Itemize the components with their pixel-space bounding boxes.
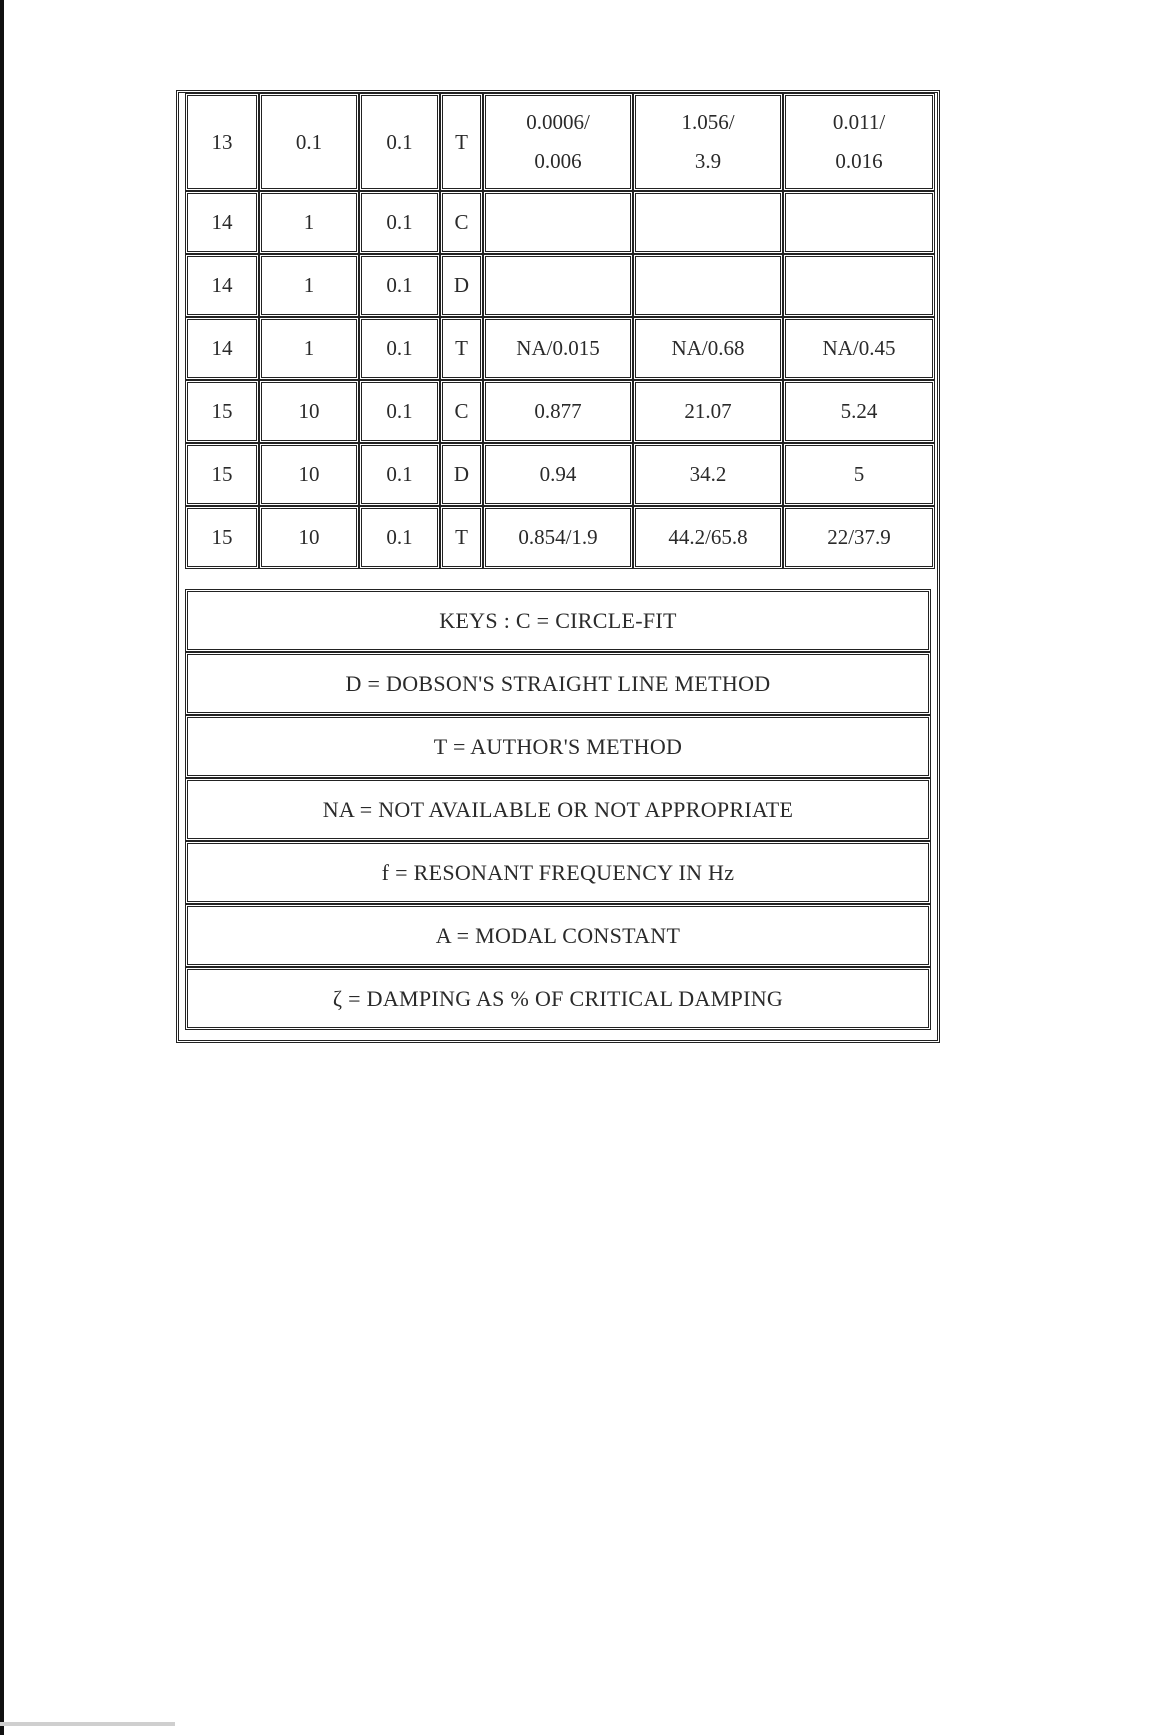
cell-text: C <box>454 210 469 235</box>
cell-text: C <box>454 399 469 424</box>
cell-damping <box>783 191 935 254</box>
cell-text: 0.94 <box>539 462 577 487</box>
cell-mode <box>185 317 259 380</box>
cell-text: 0.0006/ <box>526 110 590 135</box>
cell-text: 21.07 <box>684 399 732 424</box>
key-legend-text: D = DOBSON'S STRAIGHT LINE METHOD <box>345 670 771 696</box>
cell-mode <box>185 254 259 317</box>
cell-modal-constant <box>633 191 783 254</box>
table-row <box>185 443 931 506</box>
cell-text: 0.1 <box>386 273 413 298</box>
key-legend-text: ζ = DAMPING AS % OF CRITICAL DAMPING <box>332 985 784 1011</box>
cell-mode <box>185 443 259 506</box>
cell-text: 0.011/ <box>832 110 886 135</box>
cell-damping <box>783 443 935 506</box>
cell-text: 15 <box>211 399 233 424</box>
key-legend-text: NA = NOT AVAILABLE OR NOT APPROPRIATE <box>322 796 794 822</box>
cell-modal-constant <box>633 93 783 191</box>
key-legend-row <box>185 778 931 841</box>
key-legend-row <box>185 967 931 1030</box>
cell-text: 14 <box>211 336 233 361</box>
results-table <box>176 90 940 1043</box>
cell-text: 1 <box>303 273 315 298</box>
cell-text: 10 <box>298 525 320 550</box>
cell-text: 0.016 <box>835 149 883 173</box>
cell-text: 0.006 <box>534 149 582 173</box>
cell-text: 1 <box>303 210 315 235</box>
cell-text: 0.877 <box>534 399 582 424</box>
key-legend-row <box>185 715 931 778</box>
cell-freq <box>483 191 633 254</box>
cell-mode <box>185 506 259 569</box>
cell-freq <box>483 506 633 569</box>
cell-param-a <box>259 443 359 506</box>
table-row <box>185 191 931 254</box>
cell-text: 0.1 <box>386 525 413 550</box>
cell-param-b <box>359 254 440 317</box>
cell-text: 14 <box>211 273 233 298</box>
cell-method <box>440 506 483 569</box>
cell-modal-constant <box>633 254 783 317</box>
cell-text: 10 <box>298 399 320 424</box>
cell-text: 0.1 <box>295 129 323 154</box>
cell-param-b <box>359 506 440 569</box>
key-legend-text: A = MODAL CONSTANT <box>435 922 681 948</box>
cell-text: NA/0.45 <box>822 336 896 361</box>
cell-param-a <box>259 317 359 380</box>
key-legend-row <box>185 904 931 967</box>
cell-text: 3.9 <box>694 149 722 173</box>
cell-modal-constant <box>633 506 783 569</box>
cell-text: 1 <box>303 336 315 361</box>
cell-freq <box>483 254 633 317</box>
key-legend-row <box>185 841 931 904</box>
table-row <box>185 506 931 569</box>
cell-param-a <box>259 506 359 569</box>
table-row <box>185 254 931 317</box>
cell-param-b <box>359 380 440 443</box>
cell-text: 22/37.9 <box>827 525 891 550</box>
cell-freq <box>483 317 633 380</box>
cell-text: 13 <box>211 129 233 154</box>
cell-text: D <box>453 273 470 298</box>
cell-text: 5.24 <box>840 399 878 424</box>
cell-mode <box>185 380 259 443</box>
key-legend-text: f = RESONANT FREQUENCY IN Hz <box>381 859 735 885</box>
key-legend-row <box>185 589 931 652</box>
key-legend-text: T = AUTHOR'S METHOD <box>433 733 683 759</box>
cell-text: 14 <box>211 210 233 235</box>
cell-text: NA/0.015 <box>516 336 600 361</box>
cell-text: 0.1 <box>386 399 413 424</box>
cell-freq <box>483 380 633 443</box>
table-row <box>185 93 931 191</box>
cell-modal-constant <box>633 380 783 443</box>
cell-text: 10 <box>298 462 320 487</box>
cell-text: D <box>453 462 470 487</box>
cell-param-a <box>259 254 359 317</box>
cell-damping <box>783 506 935 569</box>
cell-method <box>440 380 483 443</box>
cell-method <box>440 317 483 380</box>
cell-freq <box>483 93 633 191</box>
cell-text: 34.2 <box>689 462 727 487</box>
cell-damping <box>783 254 935 317</box>
cell-text: 0.854/1.9 <box>518 525 598 550</box>
cell-text: 0.1 <box>386 129 413 154</box>
cell-text: 0.1 <box>386 210 413 235</box>
cell-damping <box>783 380 935 443</box>
key-legend-text: KEYS : C = CIRCLE-FIT <box>439 607 677 633</box>
cell-text: T <box>455 129 468 154</box>
cell-text: 0.1 <box>386 336 413 361</box>
cell-text: T <box>455 525 468 550</box>
cell-freq <box>483 443 633 506</box>
cell-param-b <box>359 93 440 191</box>
cell-text: 1.056/ <box>681 110 735 135</box>
cell-text: T <box>455 336 468 361</box>
cell-param-b <box>359 317 440 380</box>
cell-method <box>440 254 483 317</box>
table-row <box>185 380 931 443</box>
cell-param-a <box>259 191 359 254</box>
cell-param-b <box>359 443 440 506</box>
cell-modal-constant <box>633 317 783 380</box>
cell-text: 44.2/65.8 <box>668 525 748 550</box>
cell-damping <box>783 317 935 380</box>
cell-param-a <box>259 93 359 191</box>
page-bottom-smudge <box>0 1722 175 1726</box>
cell-text: 15 <box>211 462 233 487</box>
page-left-edge-rule <box>0 0 4 1735</box>
cell-text: 5 <box>853 462 865 487</box>
cell-mode <box>185 191 259 254</box>
cell-text: 15 <box>211 525 233 550</box>
cell-text: NA/0.68 <box>671 336 745 361</box>
cell-param-a <box>259 380 359 443</box>
cell-param-b <box>359 191 440 254</box>
cell-method <box>440 443 483 506</box>
key-legend-row <box>185 652 931 715</box>
table-row <box>185 317 931 380</box>
cell-method <box>440 93 483 191</box>
cell-method <box>440 191 483 254</box>
cell-damping <box>783 93 935 191</box>
cell-modal-constant <box>633 443 783 506</box>
cell-text: 0.1 <box>386 462 413 487</box>
cell-mode <box>185 93 259 191</box>
